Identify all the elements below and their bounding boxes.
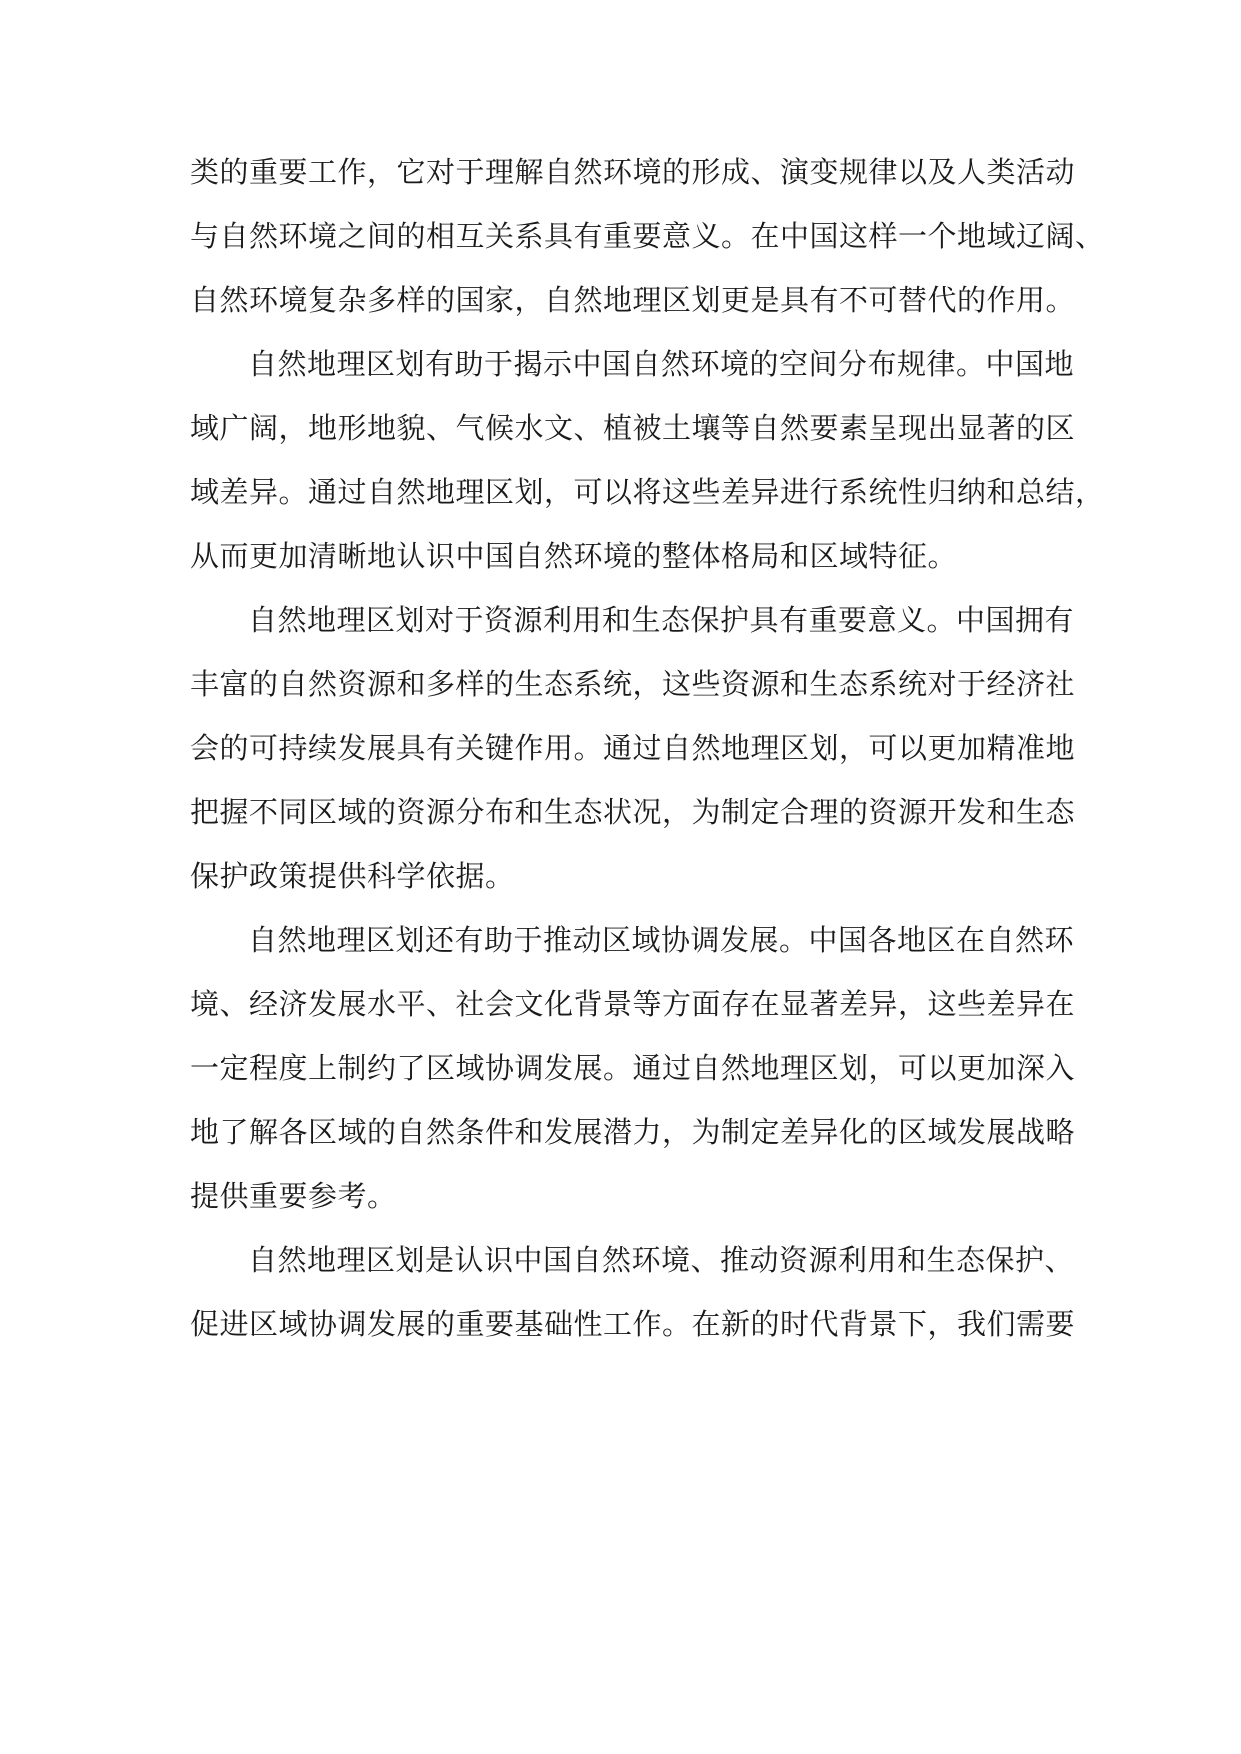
text-line: 提供重要参考。 (190, 1179, 397, 1213)
text-line: 类的重要工作，它对于理解自然环境的形成、演变规律以及人类活动 (190, 155, 1076, 189)
text-line: 自然环境复杂多样的国家，自然地理区划更是具有不可替代的作用。 (190, 283, 1076, 317)
text-line: 域广阔，地形地貌、气候水文、植被土壤等自然要素呈现出显著的区 (190, 411, 1076, 445)
text-line: 境、经济发展水平、社会文化背景等方面存在显著差异，这些差异在 (190, 987, 1076, 1021)
paragraph-first-line: 自然地理区划有助于揭示中国自然环境的空间分布规律。中国地 (248, 347, 1075, 381)
text-line: 促进区域协调发展的重要基础性工作。在新的时代背景下，我们需要 (190, 1307, 1076, 1341)
text-line: 丰富的自然资源和多样的生态系统，这些资源和生态系统对于经济社 (190, 667, 1076, 701)
text-line: 地了解各区域的自然条件和发展潜力，为制定差异化的区域发展战略 (190, 1115, 1076, 1149)
text-line: 从而更加清晰地认识中国自然环境的整体格局和区域特征。 (190, 539, 958, 573)
document-body (190, 140, 1105, 1356)
text-line: 会的可持续发展具有关键作用。通过自然地理区划，可以更加精准地 (190, 731, 1076, 765)
text-line: 保护政策提供科学依据。 (190, 859, 515, 893)
text-line: 一定程度上制约了区域协调发展。通过自然地理区划，可以更加深入 (190, 1051, 1076, 1085)
paragraph-first-line: 自然地理区划对于资源利用和生态保护具有重要意义。中国拥有 (248, 603, 1075, 637)
paragraph-first-line: 自然地理区划还有助于推动区域协调发展。中国各地区在自然环 (248, 923, 1075, 957)
text-line: 与自然环境之间的相互关系具有重要意义。在中国这样一个地域辽阔、 (190, 219, 1105, 253)
paragraph-first-line: 自然地理区划是认识中国自然环境、推动资源利用和生态保护、 (248, 1243, 1075, 1277)
text-line: 把握不同区域的资源分布和生态状况，为制定合理的资源开发和生态 (190, 795, 1076, 829)
text-line: 域差异。通过自然地理区划，可以将这些差异进行系统性归纳和总结， (190, 475, 1105, 509)
